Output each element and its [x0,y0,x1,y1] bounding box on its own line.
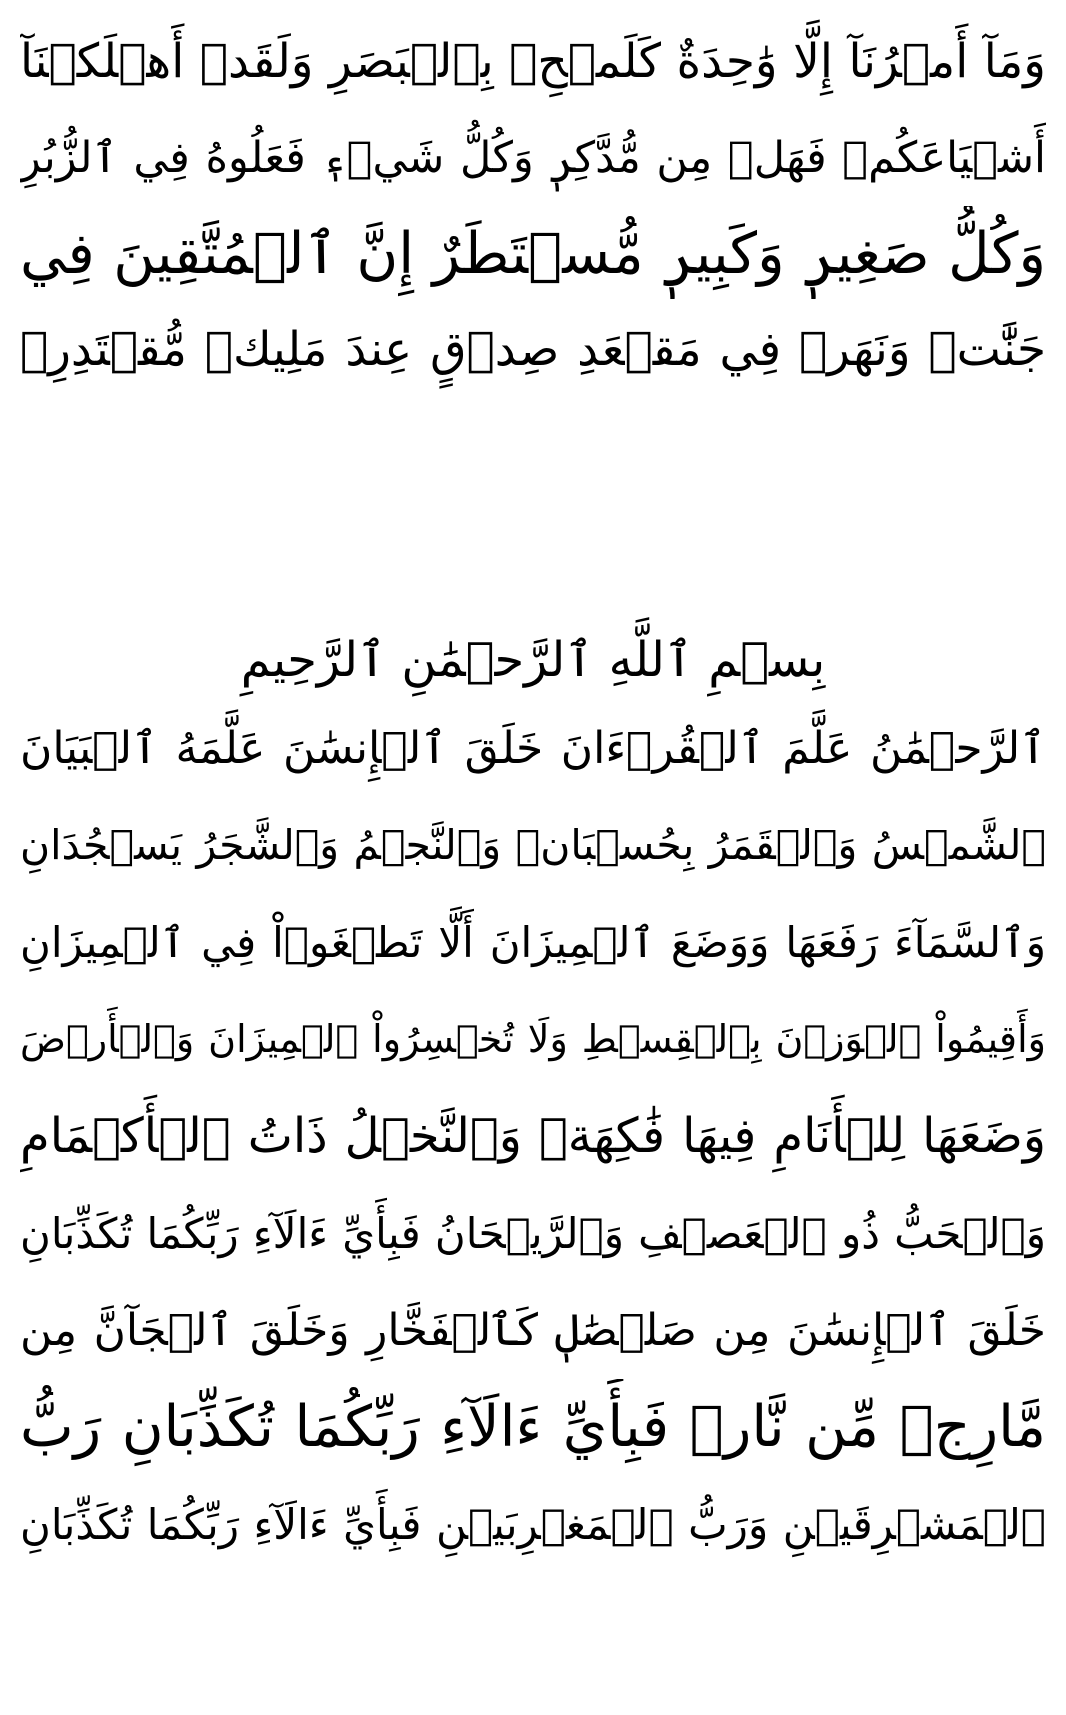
verse-line: ٱلشَّمۡسُ وَٱلۡقَمَرُ بِحُسۡبَانٖ وَٱلنَّجۡمُ وَٱلشَّجَرُ يَسۡجُدَانِ [20,821,1046,869]
verse-line: أَشۡيَاعَكُمۡ فَهَلۡ مِن مُّدَّكِرٖ وَكُلُّ شَيۡءٖ فَعَلُوهُ فِي ٱلزُّبُرِ [20,133,1046,183]
verse-line: جَنَّٰتٖ وَنَهَرٖ فِي مَقۡعَدِ صِدۡقٍ عِندَ مَلِيكٖ مُّقۡتَدِرِۭ [20,322,1046,377]
verse-line: ٱلۡمَشۡرِقَيۡنِ وَرَبُّ ٱلۡمَغۡرِبَيۡنِ فَبِأَيِّ ءَالَآءِ رَبِّكُمَا تُكَذِّبَانِ [20,1500,1046,1549]
verse-line: مَّارِجٖ مِّن نَّارٖ فَبِأَيِّ ءَالَآءِ رَبِّكُمَا تُكَذِّبَانِ رَبُّ [20,1394,1046,1460]
verse-line: وَكُلُّ صَغِيرٖ وَكَبِيرٖ مُّسۡتَطَرٌ إِنَّ ٱلۡمُتَّقِينَ فِي [20,221,1046,287]
verse-line: خَلَقَ ٱلۡإِنسَٰنَ مِن صَلۡصَٰلٖ كَٱلۡفَخَّارِ وَخَلَقَ ٱلۡجَآنَّ مِن [20,1305,1046,1356]
verse-line: ٱلرَّحۡمَٰنُ عَلَّمَ ٱلۡقُرۡءَانَ خَلَقَ ٱلۡإِنسَٰنَ عَلَّمَهُ ٱلۡبَيَانَ [20,723,1046,774]
surah-al-qamar-ending [20,14,1046,398]
verse-line: وَضَعَهَا لِلۡأَنَامِ فِيهَا فَٰكِهَةٞ وَٱلنَّخۡلُ ذَاتُ ٱلۡأَكۡمَامِ [20,1108,1046,1164]
verse-line: وَٱلسَّمَآءَ رَفَعَهَا وَوَضَعَ ٱلۡمِيزَانَ أَلَّا تَطۡغَوۡاْ فِي ٱلۡمِيزَانِ [20,918,1046,967]
verse-line: وَمَآ أَمۡرُنَآ إِلَّا وَٰحِدَةٌ كَلَمۡحِۭ بِٱلۡبَصَرِ وَلَقَدۡ أَهۡلَكۡنَآ [20,34,1046,89]
basmala: بِسۡمِ ٱللَّهِ ٱلرَّحۡمَٰنِ ٱلرَّحِيمِ [240,632,826,688]
surah-ar-rahman-opening [20,700,1046,1573]
verse-line: وَأَقِيمُواْ ٱلۡوَزۡنَ بِٱلۡقِسۡطِ وَلَا تُخۡسِرُواْ ٱلۡمِيزَانَ وَٱلۡأَرۡضَ [20,1017,1046,1061]
verse-line: وَٱلۡحَبُّ ذُو ٱلۡعَصۡفِ وَٱلرَّيۡحَانُ فَبِأَيِّ ءَالَآءِ رَبِّكُمَا تُكَذِّبَانِ [20,1209,1046,1258]
